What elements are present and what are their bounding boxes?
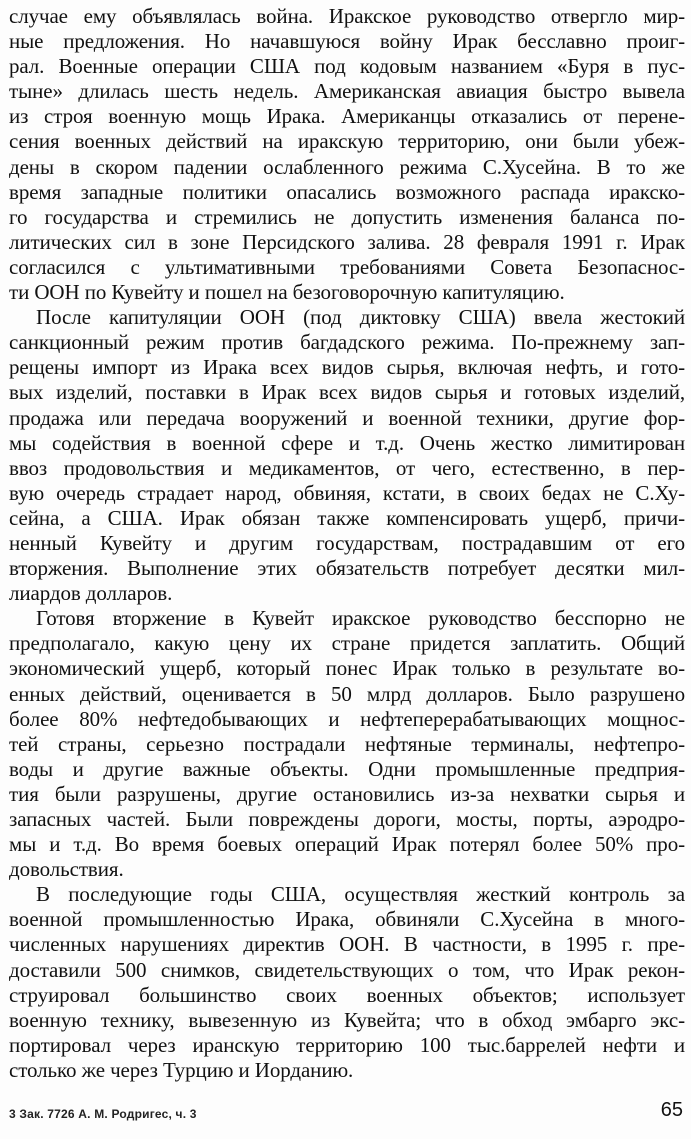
text-line: столько же через Турцию и Иорданию. bbox=[9, 1057, 354, 1082]
page-footer bbox=[9, 1099, 685, 1129]
page-number: 65 bbox=[660, 1099, 683, 1121]
text-line: вую очередь страдает народ, обвиняя, кстати, в своих бедах не С.Ху- bbox=[9, 480, 685, 505]
text-line: дены в скором падении ослабленного режима С.Хусейна. В то же bbox=[9, 154, 685, 179]
text-line: численных нарушениях директив ООН. В частности, в 1995 г. пре- bbox=[9, 932, 685, 957]
text-line: рещены импорт из Ирака всех видов сырья, включая нефть, и гото- bbox=[9, 355, 685, 380]
text-line: ввоз продовольствия и медикаментов, от чего, естественно, в пер- bbox=[9, 455, 685, 480]
text-line: тия были разрушены, другие остановились из-за нехватки сырья и bbox=[9, 781, 685, 806]
text-line: воды и другие важные объекты. Одни промышленные предприя- bbox=[9, 756, 685, 781]
text-line: В последующие годы США, осуществляя жесткий контроль за bbox=[36, 882, 685, 907]
text-line: случае ему объявлялась война. Иракское руководство отвергло мир- bbox=[9, 4, 685, 28]
text-line: военной промышленностью Ирака, обвиняли С.Хусейна в много- bbox=[9, 907, 685, 932]
text-line: военную технику, вывезенную из Кувейта; что в обход эмбарго экс- bbox=[9, 1007, 685, 1032]
text-line: запасных частей. Были повреждены дороги, мосты, порты, аэродро- bbox=[9, 807, 685, 831]
text-line: После капитуляции ООН (под диктовку США) ввела жестокий bbox=[36, 305, 685, 330]
printing-note: 3 Зак. 7726 А. М. Родригес, ч. 3 bbox=[9, 1107, 197, 1121]
text-line: продажа или передача вооружений и военной техники, другие фор- bbox=[9, 405, 685, 430]
body-text bbox=[9, 4, 685, 1083]
text-line: енных действий, оценивается в 50 млрд долларов. Было разрушено bbox=[9, 681, 685, 706]
text-line: время западные политики опасались возможного распада иракско- bbox=[9, 179, 685, 204]
text-line: портировал через иранскую территорию 100 тыс.баррелей нефти и bbox=[9, 1032, 685, 1057]
text-line: ненный Кувейту и другим государствам, пострадавшим от его bbox=[9, 530, 685, 555]
text-line: Готовя вторжение в Кувейт иракское руководство бесспорно не bbox=[36, 606, 685, 631]
text-line: тыне» длилась шесть недель. Американская авиация быстро вывела bbox=[9, 79, 685, 104]
text-line: ные предложения. Но начавшуюся войну Ирак бесславно проиг- bbox=[9, 29, 685, 54]
text-line: струировал большинство своих военных объектов; использует bbox=[9, 982, 685, 1007]
text-line: лиардов долларов. bbox=[9, 581, 173, 606]
text-line: ти ООН по Кувейту и пошел на безоговорочную капитуляцию. bbox=[9, 280, 565, 305]
text-line: доставили 500 снимков, свидетельствующих о том, что Ирак рекон- bbox=[9, 957, 685, 982]
text-line: литических сил в зоне Персидского залива. 28 февраля 1991 г. Ирак bbox=[9, 229, 685, 254]
text-line: тей страны, серьезно пострадали нефтяные терминалы, нефтепро- bbox=[9, 731, 685, 756]
text-line: мы содействия в военной сфере и т.д. Очень жестко лимитирован bbox=[9, 430, 685, 455]
text-line: экономический ущерб, который понес Ирак только в результате во- bbox=[9, 656, 685, 681]
text-line: мы и т.д. Во время боевых операций Ирак потерял более 50% про- bbox=[9, 832, 685, 857]
text-line: го государства и стремились не допустить изменения баланса по- bbox=[9, 204, 685, 229]
text-line: довольствия. bbox=[9, 857, 124, 882]
text-line: из строя военную мощь Ирака. Американцы отказались от перене- bbox=[9, 104, 685, 129]
text-line: санкционный режим против багдадского режима. По-прежнему зап- bbox=[9, 330, 685, 355]
text-line: сения военных действий на иракскую территорию, они были убеж- bbox=[9, 129, 685, 154]
text-line: рал. Военные операции США под кодовым названием «Буря в пус- bbox=[9, 54, 685, 79]
text-line: согласился с ультимативными требованиями Совета Безопаснос- bbox=[9, 254, 685, 279]
text-line: вых изделий, поставки в Ирак всех видов сырья и готовых изделий, bbox=[9, 380, 685, 405]
text-line: сейна, а США. Ирак обязан также компенсировать ущерб, причи- bbox=[9, 505, 685, 530]
text-line: более 80% нефтедобывающих и нефтеперерабатывающих мощнос- bbox=[9, 706, 685, 731]
text-line: предполагало, какую цену их стране придется заплатить. Общий bbox=[9, 631, 685, 656]
text-line: вторжения. Выполнение этих обязательств потребует десятки мил- bbox=[9, 556, 685, 581]
